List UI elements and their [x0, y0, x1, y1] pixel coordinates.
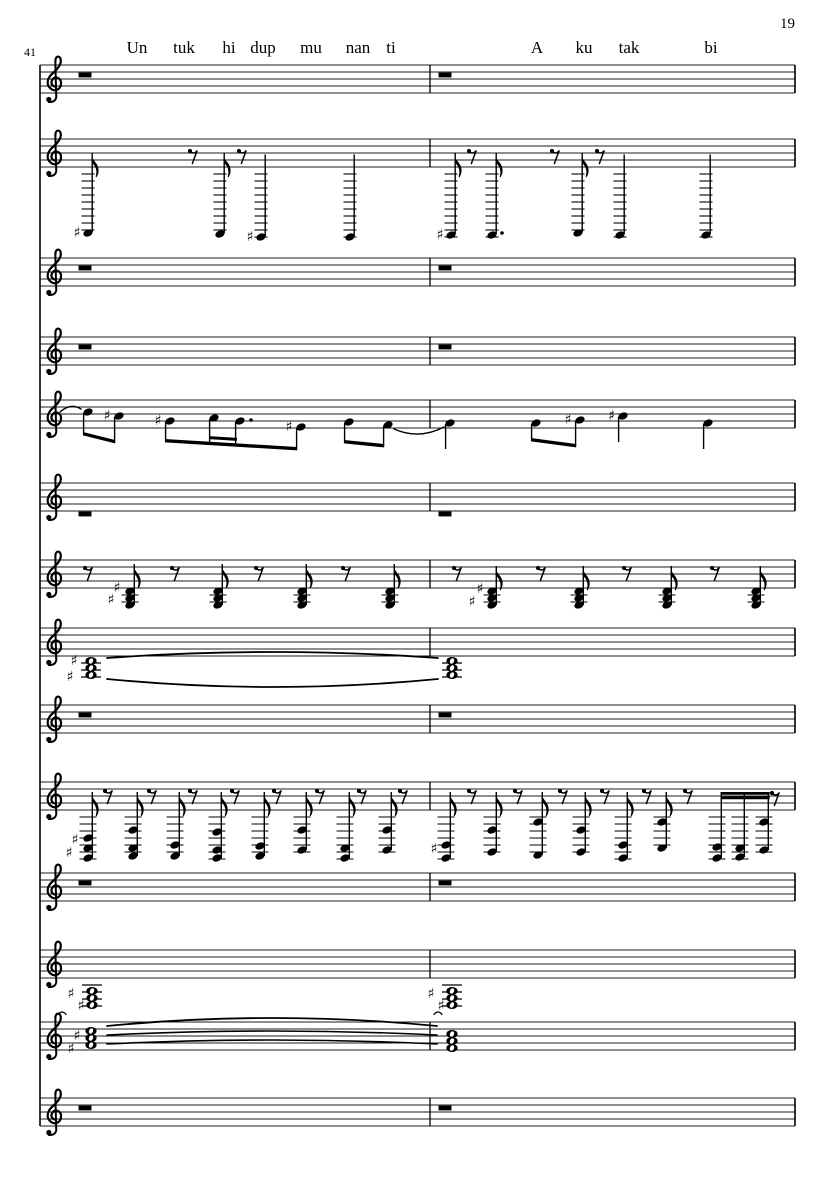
staff-5 [40, 392, 795, 451]
staff-6 [40, 475, 795, 520]
treble-clef-icon [46, 1090, 61, 1135]
svg-text:♯: ♯ [564, 412, 572, 428]
svg-text:♯: ♯ [476, 581, 484, 597]
staff-3 [40, 250, 795, 295]
treble-clef-icon [46, 552, 61, 597]
svg-text:♯: ♯ [430, 841, 438, 857]
svg-text:♯: ♯ [154, 413, 162, 429]
treble-clef-icon [46, 865, 61, 910]
staff-7 [40, 552, 795, 610]
svg-text:♯: ♯ [437, 998, 445, 1014]
staff-4 [40, 329, 795, 374]
treble-clef-icon [46, 392, 61, 437]
staff-1 [40, 57, 795, 102]
staff-9 [40, 697, 795, 742]
svg-text:♯: ♯ [113, 580, 121, 596]
treble-clef-icon [46, 1014, 61, 1059]
staff-2 [40, 131, 795, 245]
staff-10 [40, 774, 795, 863]
treble-clef-icon [46, 620, 61, 665]
lyric-word: A [530, 38, 544, 57]
staff-8 [40, 620, 795, 687]
lyric-word: ti [386, 38, 396, 57]
measure-number: 41 [24, 45, 36, 59]
treble-clef-icon [46, 942, 61, 987]
staff-12 [40, 942, 795, 1014]
page-number: 19 [780, 16, 795, 32]
svg-text:♯: ♯ [77, 998, 85, 1014]
lyric-word: hi [222, 38, 236, 57]
lyric-word: tak [618, 38, 640, 57]
treble-clef-icon [46, 57, 61, 102]
svg-text:♯: ♯ [436, 227, 444, 243]
lyric-word: tuk [173, 38, 195, 57]
svg-text:♯: ♯ [107, 592, 115, 608]
lyric-word: dup [250, 38, 276, 57]
treble-clef-icon [46, 131, 61, 176]
svg-text:♯: ♯ [246, 229, 254, 245]
staff-14 [40, 1090, 795, 1135]
svg-text:♯: ♯ [65, 845, 73, 861]
lyric-word: ku [575, 38, 593, 57]
treble-clef-icon [46, 774, 61, 819]
svg-text:♯: ♯ [468, 594, 476, 610]
treble-clef-icon [46, 475, 61, 520]
svg-text:♯: ♯ [71, 832, 79, 848]
treble-clef-icon [46, 329, 61, 374]
svg-text:♯: ♯ [67, 1041, 75, 1057]
svg-text:♯: ♯ [66, 669, 74, 685]
staff-11 [40, 865, 795, 910]
svg-text:♯: ♯ [67, 986, 75, 1002]
svg-text:♯: ♯ [285, 419, 293, 435]
lyric-word: bi [704, 38, 718, 57]
svg-text:♯: ♯ [608, 408, 615, 424]
treble-clef-icon [46, 250, 61, 295]
lyric-word: Un [126, 38, 148, 57]
lyric-word: nan [345, 38, 371, 57]
svg-text:♯: ♯ [427, 986, 435, 1002]
lyric-word: mu [300, 38, 322, 57]
svg-text:♯: ♯ [73, 225, 81, 241]
svg-text:♯: ♯ [103, 408, 111, 424]
svg-text:♯: ♯ [73, 1028, 81, 1044]
staff-13 [40, 1012, 795, 1059]
treble-clef-icon [46, 697, 61, 742]
svg-text:♯: ♯ [70, 653, 78, 669]
